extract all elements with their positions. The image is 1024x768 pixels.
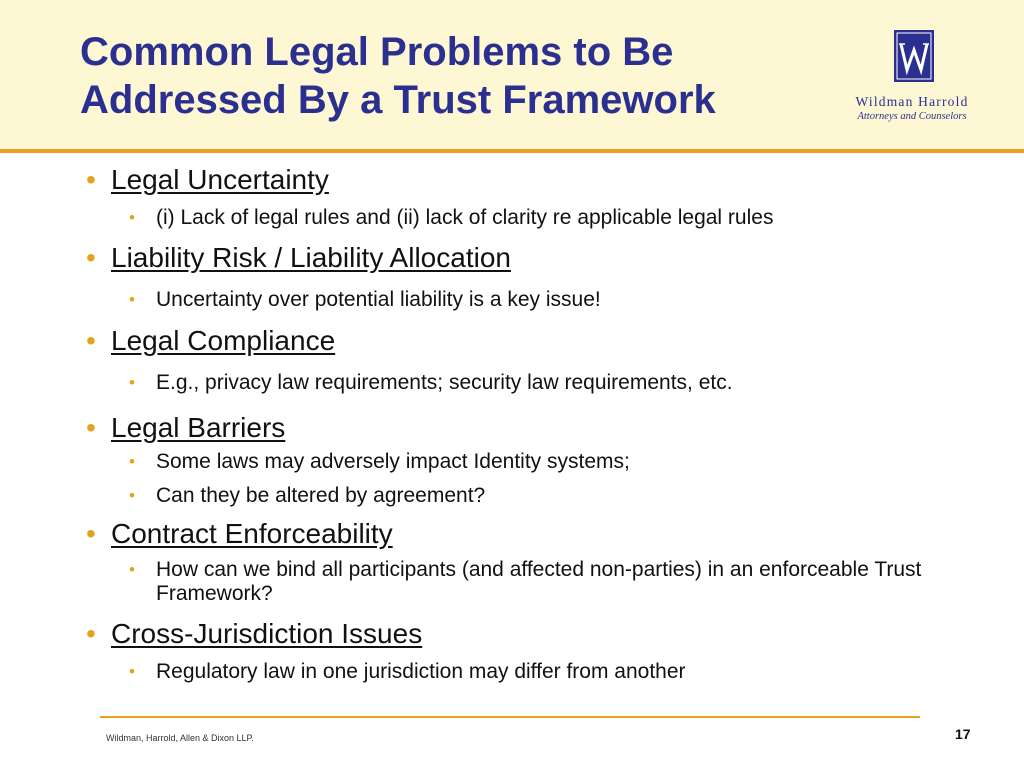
sub-bullet: [129, 484, 1006, 508]
bullet-icon: •: [86, 618, 96, 649]
slide-title: [80, 28, 820, 124]
bullet-legal-barriers: [86, 412, 1006, 444]
logo-tagline: Attorneys and Counselors: [857, 111, 967, 122]
sub-bullet-icon: •: [129, 373, 135, 392]
footer-divider: [100, 716, 920, 718]
sub-bullet: [129, 288, 1006, 312]
sub-bullet-text: Regulatory law in one jurisdiction may differ from another: [156, 660, 686, 683]
bullet-cross-jurisdiction: [86, 618, 1006, 650]
sub-bullet: [129, 206, 1006, 230]
sub-bullet-text: Some laws may adversely impact Identity systems;: [156, 450, 630, 473]
bullet-icon: •: [86, 412, 96, 443]
sub-bullet-text: Uncertainty over potential liability is a key issue!: [156, 288, 601, 311]
bullet-legal-compliance: [86, 325, 1006, 357]
page-number: 17: [955, 726, 971, 742]
bullet-icon: •: [86, 242, 96, 273]
bullet-label: Legal Uncertainty: [111, 164, 329, 195]
logo-firm-name: Wildman Harrold: [855, 94, 969, 109]
bullet-icon: •: [86, 164, 96, 195]
bullet-list: [86, 164, 1006, 684]
sub-bullet-icon: •: [129, 452, 135, 471]
bullet-icon: •: [86, 518, 96, 549]
sub-bullet-icon: •: [129, 662, 135, 681]
bullet-liability-risk: [86, 242, 1006, 274]
sub-bullet-text: How can we bind all participants (and affected non-parties) in an enforceable Trust Framework?: [156, 558, 922, 605]
bullet-icon: •: [86, 325, 96, 356]
bullet-label: Legal Compliance: [111, 325, 336, 356]
sub-bullet: [129, 558, 966, 606]
footer-copyright: Wildman, Harrold, Allen & Dixon LLP.: [106, 733, 254, 743]
bullet-label: Liability Risk / Liability Allocation: [111, 242, 511, 273]
sub-bullet-icon: •: [129, 290, 135, 309]
w-monogram-icon: [894, 30, 934, 82]
sub-bullet-text: (i) Lack of legal rules and (ii) lack of clarity re applicable legal rules: [156, 206, 774, 229]
sub-bullet-icon: •: [129, 486, 135, 505]
sub-bullet: [129, 450, 1006, 474]
sub-bullet-text: E.g., privacy law requirements; security law requirements, etc.: [156, 371, 733, 394]
sub-bullet: [129, 371, 1006, 395]
firm-logo: [842, 30, 982, 125]
sub-bullet-text: Can they be altered by agreement?: [156, 484, 486, 507]
sub-bullet-icon: •: [129, 208, 135, 227]
sub-bullet-icon: •: [129, 560, 135, 579]
bullet-label: Legal Barriers: [111, 412, 286, 443]
header-divider: [0, 149, 1024, 153]
title-line-2: Addressed By a Trust Framework: [80, 78, 716, 122]
bullet-contract-enforceability: [86, 518, 1006, 550]
title-line-1: Common Legal Problems to Be: [80, 30, 674, 74]
sub-bullet: [129, 660, 1006, 684]
bullet-label: Cross-Jurisdiction Issues: [111, 618, 423, 649]
bullet-label: Contract Enforceability: [111, 518, 393, 549]
bullet-legal-uncertainty: [86, 164, 1006, 196]
